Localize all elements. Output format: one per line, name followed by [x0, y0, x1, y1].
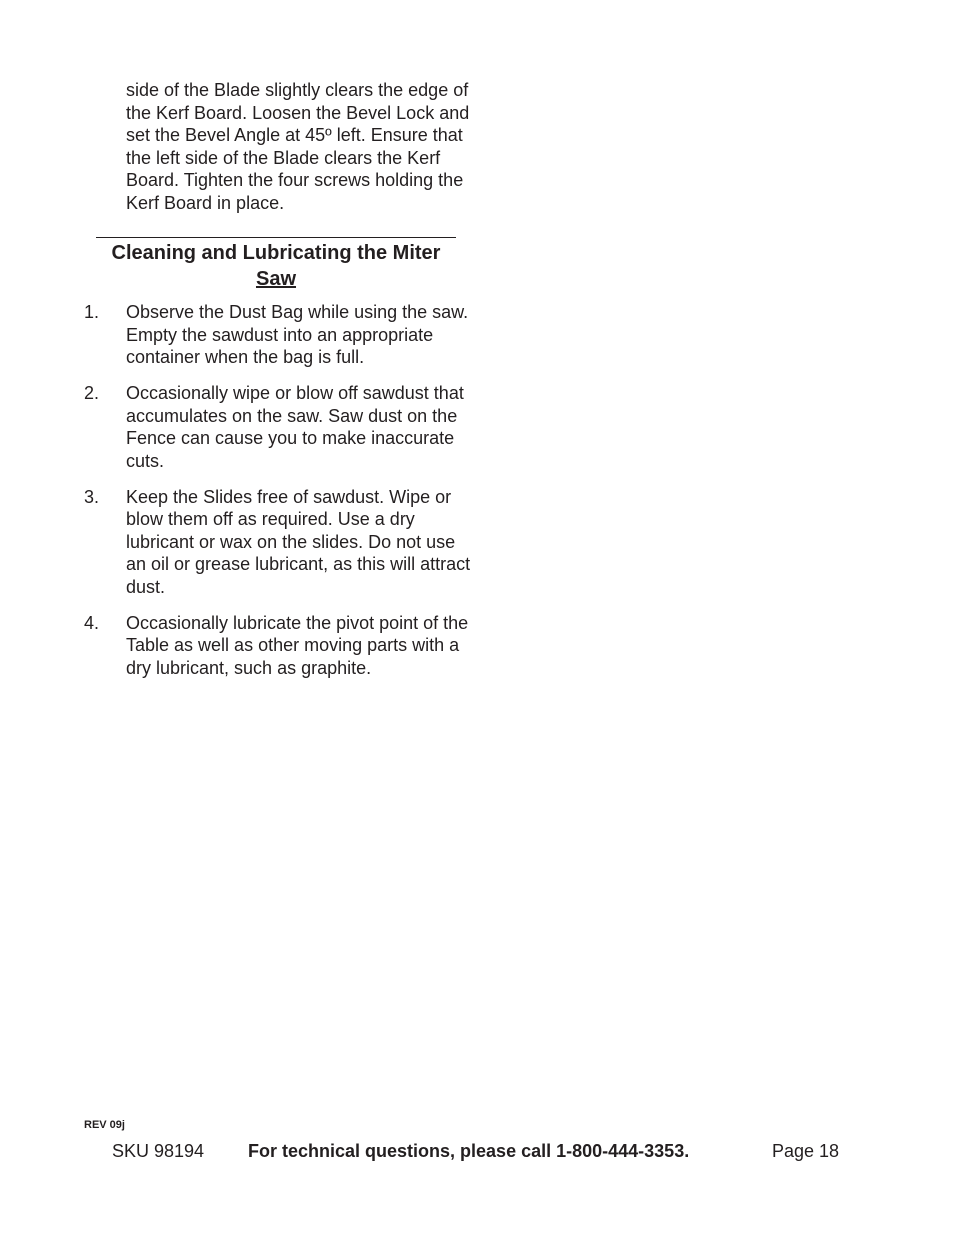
- section-heading-line1: Cleaning and Lubricating the Miter: [111, 242, 441, 264]
- cleaning-steps-list: [84, 301, 474, 693]
- section-heading: [96, 237, 456, 292]
- step-text: Keep the Slides free of sawdust. Wipe or blow them off as required. Use a dry lubricant or wax on the slides. Do not use an oil or grease lubricant, as this will attract dust.: [126, 486, 471, 597]
- step-number: 3.: [84, 486, 100, 507]
- step-number: 4.: [84, 612, 100, 633]
- list-item: [84, 301, 474, 369]
- step-text: Observe the Dust Bag while using the saw. Empty the sawdust into an appropriate container when the bag is full.: [126, 302, 469, 367]
- revision-label: REV 09j: [84, 1119, 125, 1131]
- section-heading-line2: Saw: [255, 268, 297, 290]
- list-item: [84, 486, 474, 599]
- footer-sku: SKU 98194: [112, 1141, 205, 1161]
- step-number: 1.: [84, 302, 100, 322]
- intro-paragraph: side of the Blade slightly clears the edge of the Kerf Board. Loosen the Bevel Lock and set the Bevel Angle at 45º left. Ensure that the left side of the Blade clears the Kerf Board. Tighten the four screws holding the Kerf Board in place.: [126, 80, 470, 213]
- footer-tech-support: For technical questions, please call 1-800-444-3353.: [248, 1141, 690, 1161]
- step-text: Occasionally wipe or blow off sawdust that accumulates on the saw. Saw dust on the Fence can cause you to make inaccurate cuts.: [126, 383, 464, 471]
- footer-page-number: Page 18: [772, 1141, 840, 1161]
- list-item: [84, 612, 474, 680]
- step-text: Occasionally lubricate the pivot point of the Table as well as other moving parts with a dry lubricant, such as graphite.: [126, 612, 469, 678]
- step-number: 2.: [84, 383, 100, 403]
- list-item: [84, 382, 474, 472]
